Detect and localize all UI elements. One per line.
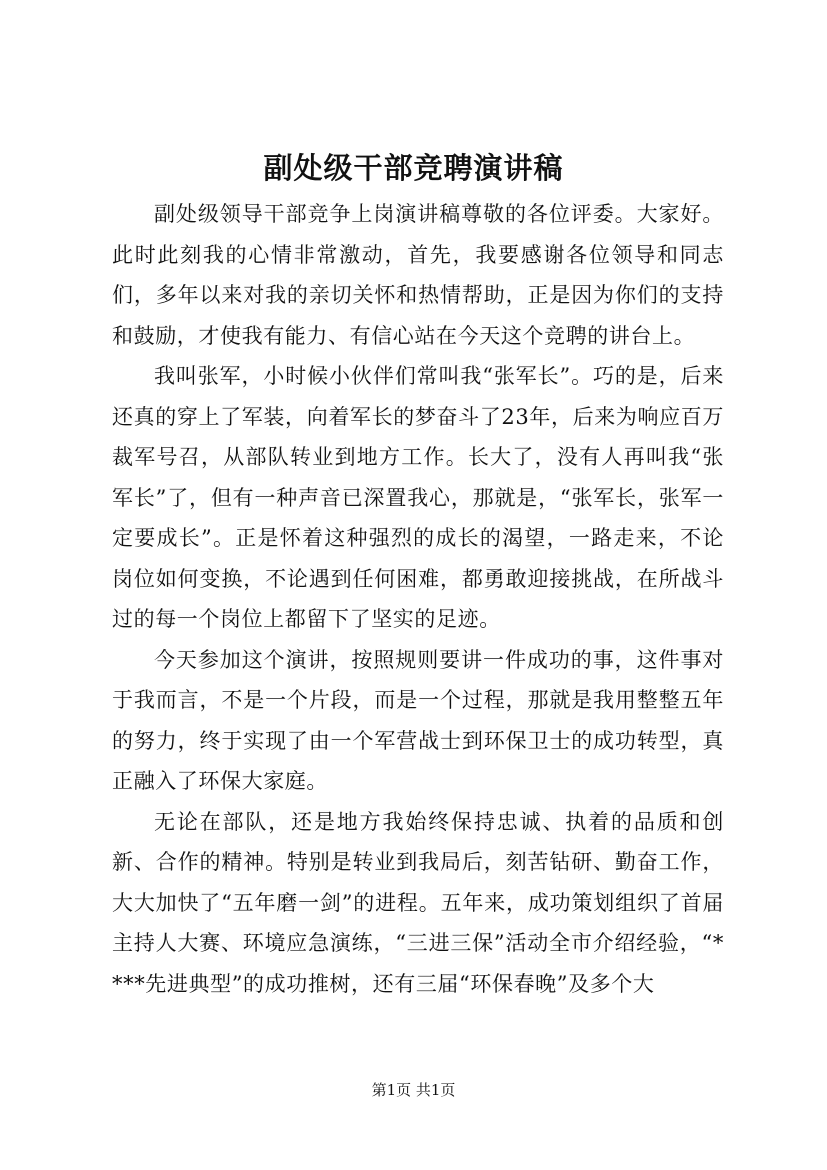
page-footer: 第1页 共1页 [371, 1081, 456, 1099]
document-title: 副处级干部竞聘演讲稿 [263, 151, 564, 185]
paragraph-1: 副处级领导干部竞争上岗演讲稿尊敬的各位评委。大家好。此时此刻我的心情非常激动，首先，我要感谢各位领导和同志们，多年以来对我的亲切关怀和热情帮助，正是因为你们的支持和鼓励，才使我有能力、有信心站在今天这个竞聘的讲台上。 [112, 202, 724, 348]
paragraph-4: 无论在部队，还是地方我始终保持忠诚、执着的品质和创新、合作的精神。特别是转业到我局后，刻苦钻研、勤奋工作，大大加快了“五年磨一剑”的进程。五年来，成功策划组织了首届主持人大赛、环境应急演练，“三进三保”活动全市介绍经验，“****先进典型”的成功推树，还有三届“环保春晚”及多个大 [112, 809, 724, 996]
paragraph-3: 今天参加这个演讲，按照规则要讲一件成功的事，这件事对于我而言，不是一个片段，而是一个过程，那就是我用整整五年的努力，终于实现了由一个军营战士到环保卫士的成功转型，真正融入了环保大家庭。 [112, 647, 724, 793]
paragraph-2: 我叫张军，小时候小伙伴们常叫我“张军长”。巧的是，后来还真的穿上了军装，向着军长的梦奋斗了23年，后来为响应百万裁军号召，从部队转业到地方工作。长大了，没有人再叫我“张军长”了，但有一种声音已深置我心，那就是，“张军长，张军一定要成长”。正是怀着这种强烈的成长的渴望，一路走来，不论岗位如何变换，不论遇到任何困难，都勇敢迎接挑战，在所战斗过的每一个岗位上都留下了坚实的足迹。 [112, 364, 724, 631]
document-body [112, 194, 724, 1004]
